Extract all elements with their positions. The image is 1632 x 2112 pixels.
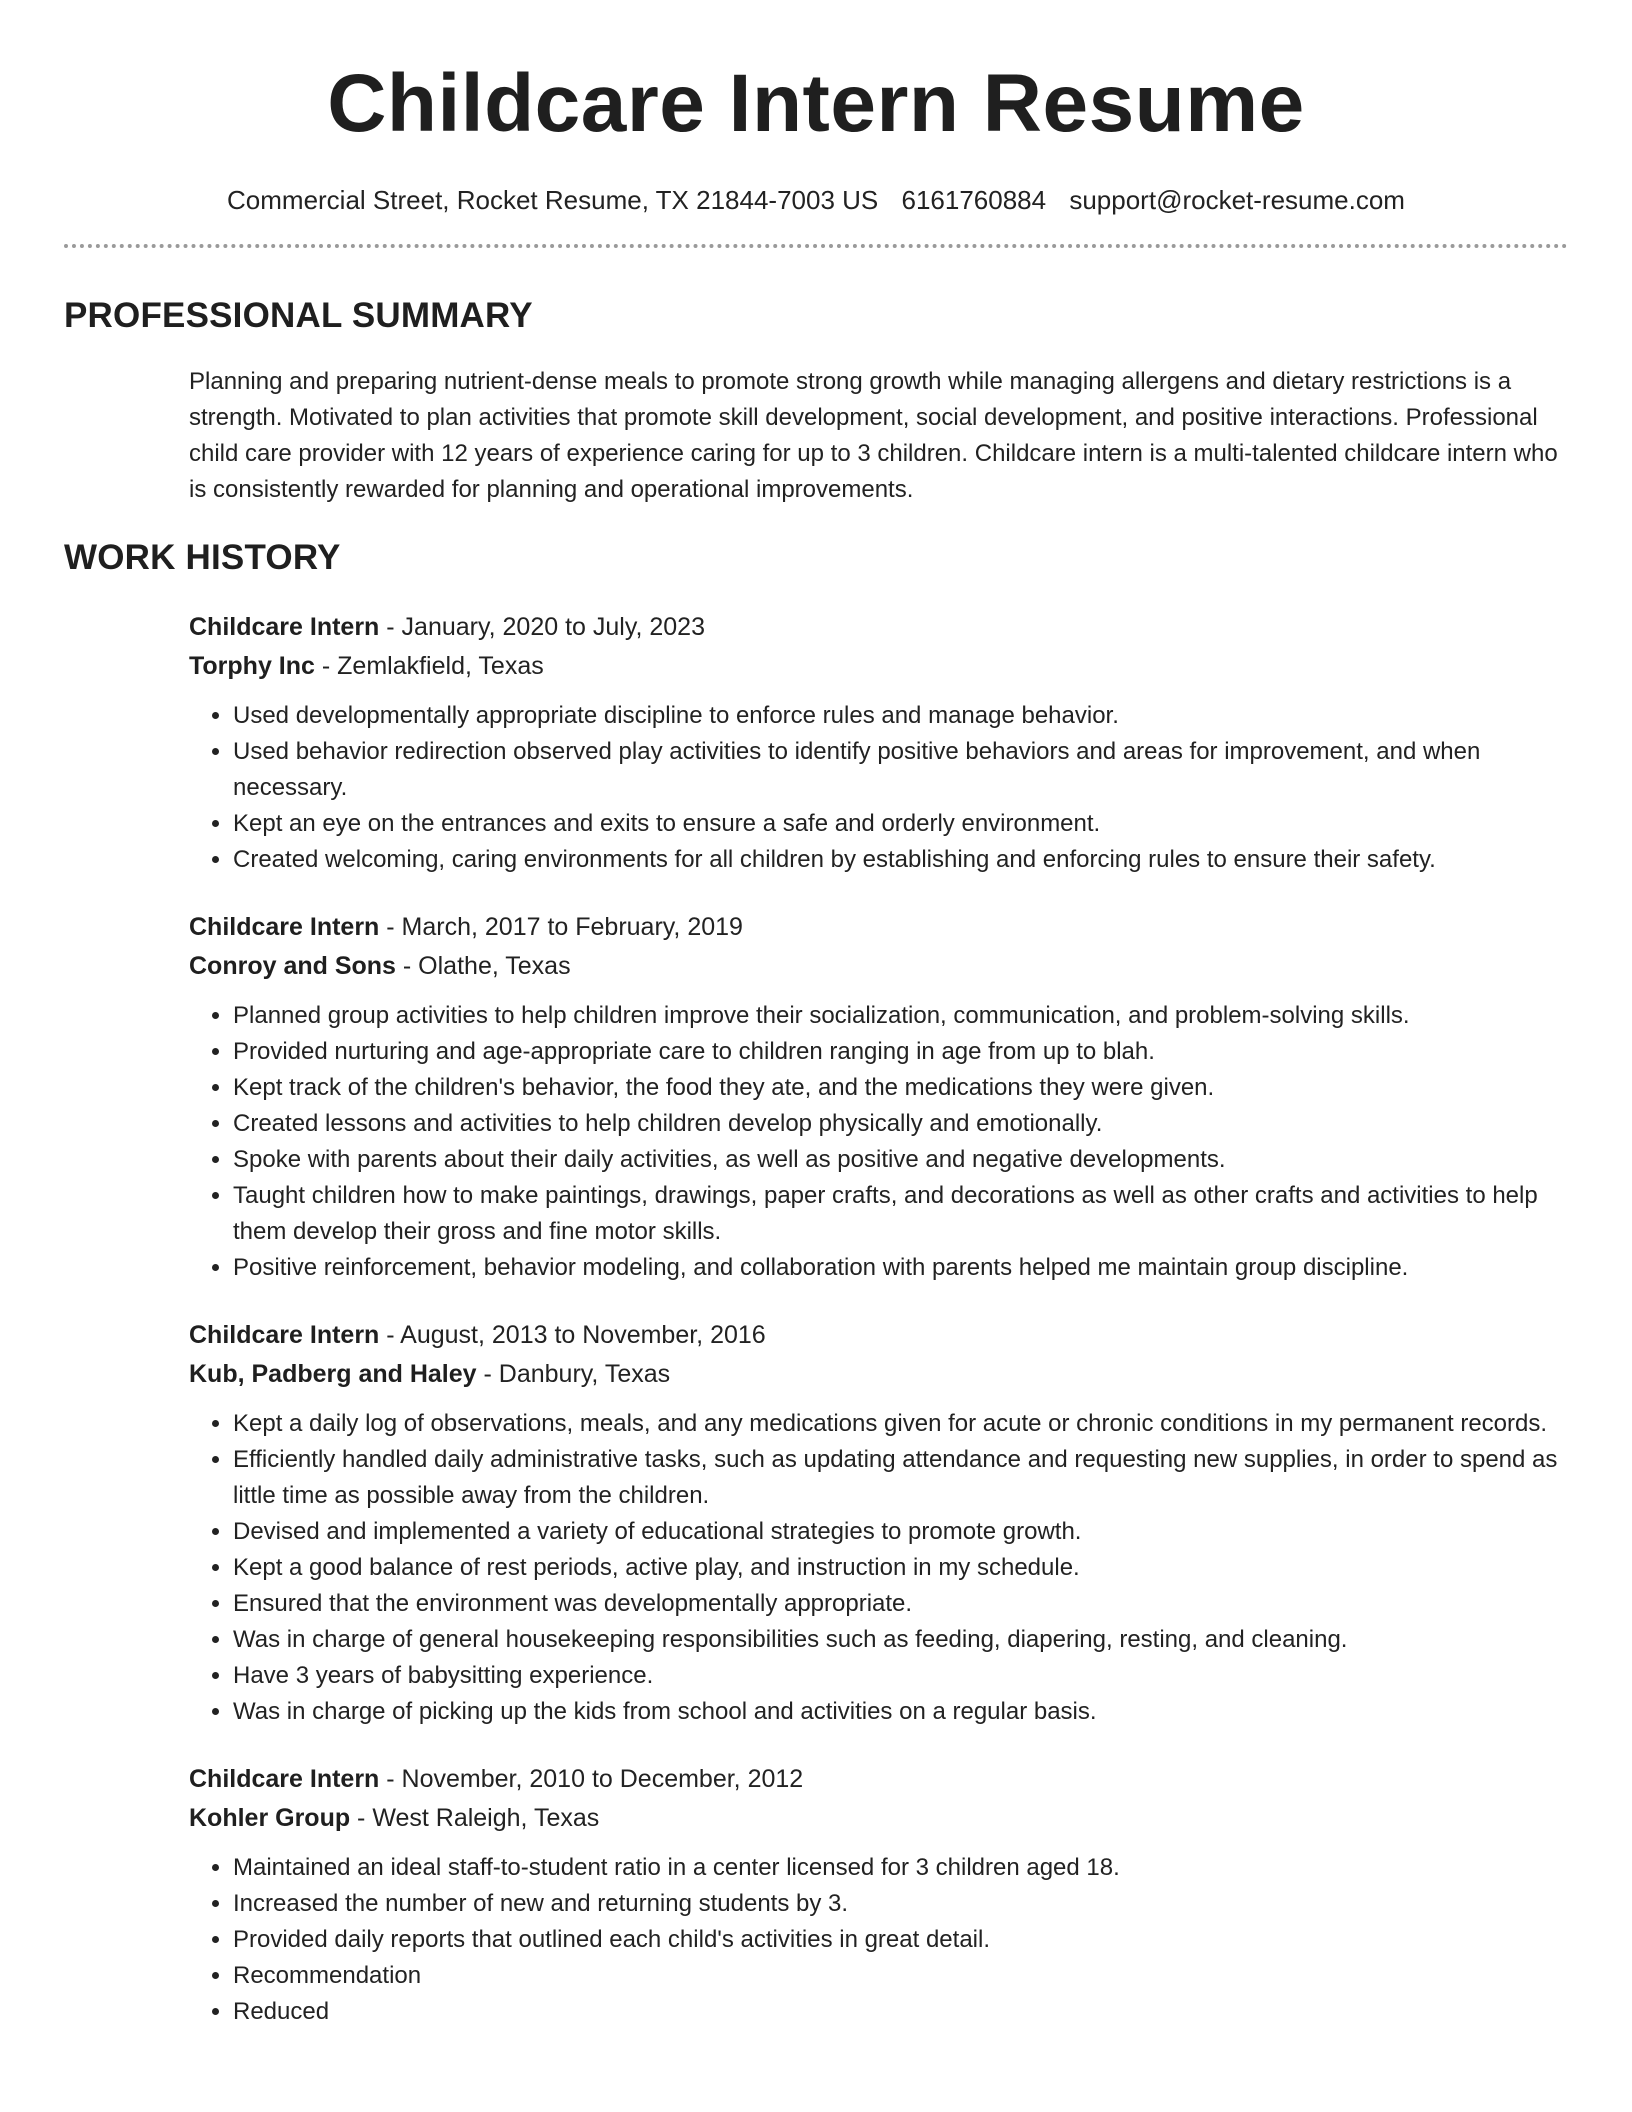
duty-item: • Kept a daily log of observations, meals, and any medications given for acute or chronic conditions in my permanent records. bbox=[233, 1406, 1568, 1442]
job-location: - Zemlakfield, Texas bbox=[314, 652, 544, 680]
job-company-line bbox=[189, 1799, 1568, 1838]
duty-item: • Devised and implemented a variety of educational strategies to promote growth. bbox=[233, 1514, 1568, 1550]
duty-item: • Kept track of the children's behavior, the food they ate, and the medications they were given. bbox=[233, 1070, 1568, 1106]
duty-item: • Planned group activities to help children improve their socialization, communication, and problem-solving skills. bbox=[233, 998, 1568, 1034]
contact-phone: 6161760884 bbox=[901, 185, 1047, 215]
duty-item: • Kept an eye on the entrances and exits to ensure a safe and orderly environment. bbox=[233, 806, 1568, 842]
job-title: Childcare Intern bbox=[189, 1321, 380, 1349]
duty-item: • Was in charge of general housekeeping responsibilities such as feeding, diapering, resting, and cleaning. bbox=[233, 1622, 1568, 1658]
job-company-line bbox=[189, 647, 1568, 686]
duty-item: • Positive reinforcement, behavior modeling, and collaboration with parents helped me maintain group discipline. bbox=[233, 1250, 1568, 1286]
duty-item: • Recommendation bbox=[233, 1958, 1568, 1994]
job-dates: - January, 2020 to July, 2023 bbox=[379, 613, 705, 641]
duty-list bbox=[189, 1406, 1568, 1730]
work-history-heading: WORK HISTORY bbox=[64, 538, 341, 577]
duty-item: • Created welcoming, caring environments for all children by establishing and enforcing rules to ensure their safety. bbox=[233, 842, 1568, 878]
job-company: Conroy and Sons bbox=[189, 952, 396, 980]
job-title-line bbox=[189, 1316, 1568, 1355]
job-title: Childcare Intern bbox=[189, 613, 380, 641]
duty-item: • Efficiently handled daily administrative tasks, such as updating attendance and requesting new supplies, in order to spend as little time as possible away from the children. bbox=[233, 1442, 1568, 1514]
job-entry bbox=[189, 608, 1568, 878]
job-company: Kohler Group bbox=[189, 1804, 351, 1832]
summary-heading: PROFESSIONAL SUMMARY bbox=[64, 296, 533, 335]
job-company-line bbox=[189, 1355, 1568, 1394]
job-dates: - August, 2013 to November, 2016 bbox=[379, 1321, 766, 1349]
duty-item: • Kept a good balance of rest periods, active play, and instruction in my schedule. bbox=[233, 1550, 1568, 1586]
contact-address: Commercial Street, Rocket Resume, TX 21844-7003 US bbox=[227, 185, 879, 215]
resume-title: Childcare Intern Resume bbox=[327, 58, 1305, 149]
duty-item: • Used behavior redirection observed play activities to identify positive behaviors and areas for improvement, and when necessary. bbox=[233, 734, 1568, 806]
job-company-line bbox=[189, 947, 1568, 986]
job-title-line bbox=[189, 908, 1568, 947]
job-title-line bbox=[189, 1760, 1568, 1799]
duty-item: • Maintained an ideal staff-to-student ratio in a center licensed for 3 children aged 18. bbox=[233, 1850, 1568, 1886]
duty-list bbox=[189, 698, 1568, 878]
job-dates: - November, 2010 to December, 2012 bbox=[379, 1765, 804, 1793]
duty-item: • Have 3 years of babysitting experience. bbox=[233, 1658, 1568, 1694]
job-entry bbox=[189, 1316, 1568, 1730]
header-divider bbox=[64, 244, 1568, 248]
duty-item: • Spoke with parents about their daily activities, as well as positive and negative developments. bbox=[233, 1142, 1568, 1178]
contact-line bbox=[64, 184, 1568, 216]
summary-text: Planning and preparing nutrient-dense meals to promote strong growth while managing allergens and dietary restrictions is a strength. Motivated to plan activities that promote skill development, social development, and positive interactions. Professional child care provider with 12 years of experience caring for up to 3 children. Childcare intern is a multi-talented childcare intern who is consistently rewarded for planning and operational improvements. bbox=[189, 368, 1558, 503]
job-entry bbox=[189, 908, 1568, 1286]
duty-list bbox=[189, 1850, 1568, 2030]
job-location: - Danbury, Texas bbox=[476, 1360, 671, 1388]
work-history-list bbox=[189, 608, 1568, 2030]
job-title-line bbox=[189, 608, 1568, 647]
duty-item: • Increased the number of new and returning students by 3. bbox=[233, 1886, 1568, 1922]
duty-item: • Was in charge of picking up the kids from school and activities on a regular basis. bbox=[233, 1694, 1568, 1730]
job-entry bbox=[189, 1760, 1568, 2030]
job-location: - Olathe, Texas bbox=[395, 952, 571, 980]
job-dates: - March, 2017 to February, 2019 bbox=[379, 913, 743, 941]
job-title: Childcare Intern bbox=[189, 1765, 380, 1793]
contact-email: support@rocket-resume.com bbox=[1069, 185, 1405, 215]
duty-item: • Provided nurturing and age-appropriate care to children ranging in age from up to blah. bbox=[233, 1034, 1568, 1070]
duty-item: • Used developmentally appropriate discipline to enforce rules and manage behavior. bbox=[233, 698, 1568, 734]
job-company: Kub, Padberg and Haley bbox=[189, 1360, 477, 1388]
job-company: Torphy Inc bbox=[189, 652, 315, 680]
duty-item: • Reduced bbox=[233, 1994, 1568, 2030]
job-title: Childcare Intern bbox=[189, 913, 380, 941]
job-location: - West Raleigh, Texas bbox=[350, 1804, 600, 1832]
duty-item: • Created lessons and activities to help children develop physically and emotionally. bbox=[233, 1106, 1568, 1142]
duty-list bbox=[189, 998, 1568, 1286]
duty-item: • Taught children how to make paintings, drawings, paper crafts, and decorations as well as other crafts and activities to help them develop their gross and fine motor skills. bbox=[233, 1178, 1568, 1250]
duty-item: • Provided daily reports that outlined each child's activities in great detail. bbox=[233, 1922, 1568, 1958]
duty-item: • Ensured that the environment was developmentally appropriate. bbox=[233, 1586, 1568, 1622]
